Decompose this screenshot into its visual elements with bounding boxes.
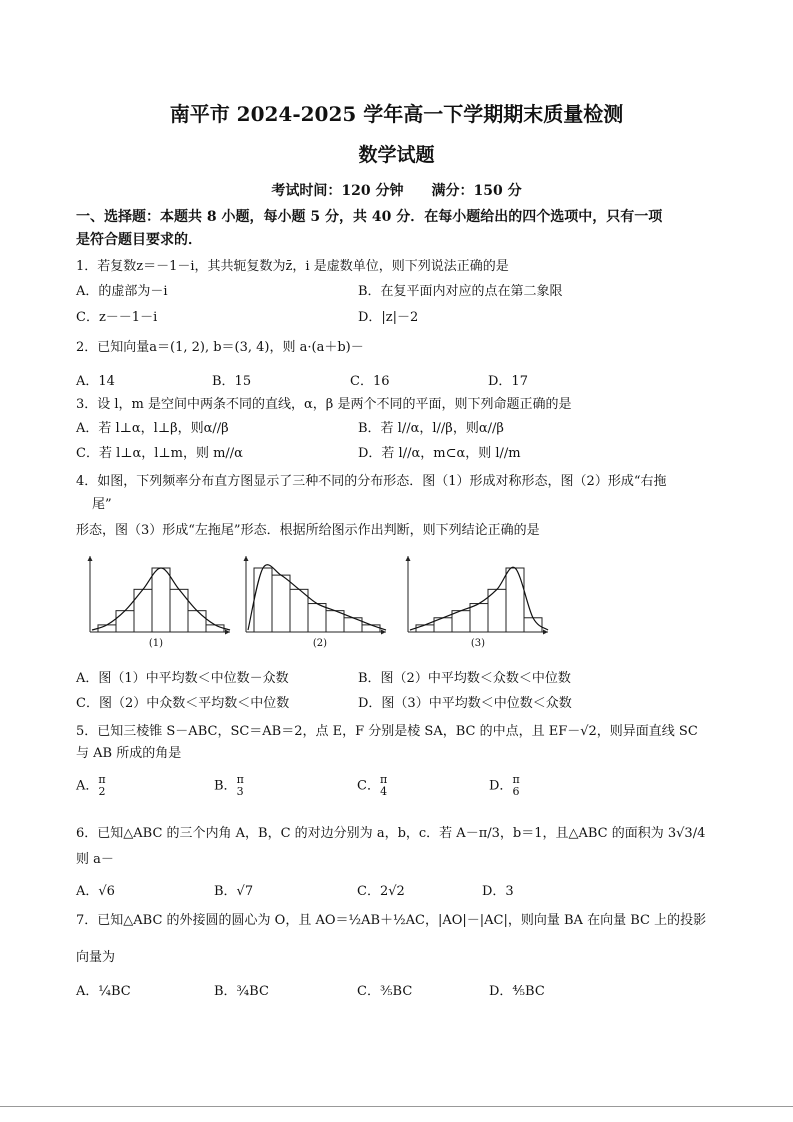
histogram-1-label: (1) — [148, 638, 164, 649]
density-curve — [248, 565, 386, 630]
q1-option-c: C．z－－1－i — [76, 310, 158, 325]
histogram-bar — [326, 611, 344, 632]
q7-option-a: A．¼BC — [76, 984, 131, 999]
q5-option-a-numerator: π — [98, 773, 106, 786]
q2-option-d: D．17 — [488, 374, 528, 389]
q5-option-d-denominator: 6 — [512, 785, 520, 799]
q6-option-c: C．2√2 — [357, 884, 405, 899]
q7-option-d: D．⅘BC — [489, 984, 545, 999]
q5-option-d-label: D． — [489, 778, 513, 794]
q5-option-a-denominator: 2 — [98, 785, 106, 799]
q5-option-c-label: C． — [357, 778, 380, 794]
q5-option-a-fraction — [98, 774, 105, 798]
histogram-bar — [416, 625, 434, 632]
histogram-2-plot — [240, 552, 390, 640]
q5-option-a-label: A． — [76, 778, 99, 794]
q5-option-d-fraction — [512, 774, 519, 798]
q1-stem: 1．若复数z＝－1－i，其共轭复数为z̄，i 是虚数单位，则下列说法正确的是 — [76, 259, 509, 274]
q1-option-a: A．的虚部为－i — [76, 284, 168, 299]
y-axis-arrow-icon — [244, 556, 249, 561]
histogram-bar — [272, 575, 290, 632]
q5-stem-line2: 与 AB 所成的角是 — [76, 746, 182, 761]
q2-option-c: C．16 — [350, 374, 390, 389]
histogram-3 — [402, 552, 552, 649]
q5-option-c-numerator: π — [379, 773, 388, 786]
q5-option-c-denominator: 4 — [380, 785, 388, 799]
q4-stem-line3: 形态，图（3）形成“左拖尾”形态．根据所给图示作出判断，则下列结论正确的是 — [76, 523, 540, 538]
histogram-figures — [84, 552, 544, 652]
x-axis-arrow-icon — [543, 630, 548, 635]
q5-stem-line1: 5．已知三棱锥 S－ABC，SC＝AB＝2，点 E，F 分别是棱 SA，BC 的中点，且 EF－√2，则异面直线 SC — [76, 724, 698, 739]
histogram-bar — [308, 604, 326, 632]
histogram-bar — [206, 625, 224, 632]
q4-option-c: C．图（2）中众数＜平均数＜中位数 — [76, 696, 290, 711]
histogram-bar — [452, 611, 470, 632]
histogram-1 — [84, 552, 234, 649]
page-subtitle: 数学试题 — [358, 144, 435, 166]
q5-option-d-numerator: π — [512, 773, 520, 786]
q3-option-b: B．若 l//α，l//β，则α//β — [358, 421, 504, 436]
q2-stem: 2．已知向量a＝(1, 2), b＝(3, 4)，则 a·(a＋b)－ — [76, 340, 364, 355]
histogram-bar — [506, 568, 524, 632]
q7-stem-line2: 向量为 — [76, 950, 116, 965]
histogram-bar — [98, 625, 116, 632]
q6-option-d: D．3 — [482, 884, 514, 899]
q4-stem-line2: 尾” — [92, 497, 112, 512]
q5-option-b-denominator: 3 — [236, 785, 244, 799]
q3-option-c: C．若 l⊥α，l⊥m，则 m//α — [76, 446, 243, 461]
histogram-2 — [240, 552, 390, 649]
q6-stem-line2: 则 a－ — [76, 852, 114, 867]
page-title: 南平市 2024-2025 学年高一下学期期末质量检测 — [169, 102, 624, 126]
q5-option-b-numerator: π — [236, 773, 244, 786]
q6-stem-line1: 6．已知△ABC 的三个内角 A，B，C 的对边分别为 a，b，c．若 A－π/3，b＝1，且△ABC 的面积为 3√3/4 — [76, 826, 706, 841]
y-axis-arrow-icon — [406, 556, 411, 561]
histogram-bar — [170, 589, 188, 632]
histogram-2-label: (2) — [312, 638, 328, 649]
density-curve — [92, 568, 230, 630]
q7-option-b: B．¾BC — [214, 984, 269, 999]
histogram-bar — [254, 568, 272, 632]
q5-option-c-fraction — [380, 774, 387, 798]
histogram-bar — [470, 604, 488, 632]
q4-option-a: A．图（1）中平均数＜中位数－众数 — [76, 671, 289, 686]
q6-option-b: B．√7 — [214, 884, 254, 899]
q7-stem-line1: 7．已知△ABC 的外接圆的圆心为 O，且 AO＝½AB＋½AC，|AO|－|AC|，则向量 BA 在向量 BC 上的投影 — [76, 913, 707, 928]
q5-option-b-label: B． — [214, 778, 237, 794]
y-axis-arrow-icon — [88, 556, 93, 561]
section1-instructions-line2: 是符合题目要求的． — [76, 232, 202, 248]
exam-meta: 考试时间：120 分钟 满分：150 分 — [271, 183, 522, 199]
q6-option-a: A．√6 — [76, 884, 115, 899]
q5-option-c — [357, 774, 387, 798]
q2-option-b: B．15 — [212, 374, 252, 389]
histogram-bar — [362, 625, 380, 632]
q5-option-a — [76, 774, 106, 798]
histogram-bar — [188, 611, 206, 632]
q3-stem: 3．设 l，m 是空间中两条不同的直线，α，β 是两个不同的平面，则下列命题正确的是 — [76, 397, 572, 412]
section1-instructions-line1: 一、选择题：本题共 8 小题，每小题 5 分，共 40 分．在每小题给出的四个选项中，只有一项 — [76, 209, 663, 225]
density-curve — [410, 567, 548, 630]
q3-option-a: A．若 l⊥α，l⊥β，则α//β — [76, 421, 229, 436]
q1-option-d: D．|z|－2 — [358, 310, 419, 325]
page-bottom-rule — [0, 1106, 793, 1107]
q3-option-d: D．若 l//α，m⊂α，则 l//m — [358, 446, 521, 461]
q5-option-d — [489, 774, 520, 798]
q4-option-b: B．图（2）中平均数＜众数＜中位数 — [358, 671, 571, 686]
histogram-1-plot — [84, 552, 234, 640]
histogram-bar — [290, 589, 308, 632]
histogram-bar — [134, 589, 152, 632]
histogram-3-label: (3) — [470, 638, 486, 649]
q1-option-b: B．在复平面内对应的点在第二象限 — [358, 284, 563, 299]
histogram-bar — [116, 611, 134, 632]
histogram-3-plot — [402, 552, 552, 640]
histogram-bar — [152, 568, 170, 632]
q7-option-c: C．⅗BC — [357, 984, 413, 999]
q4-option-d: D．图（3）中平均数＜中位数＜众数 — [358, 696, 572, 711]
q5-option-b — [214, 774, 244, 798]
q5-option-b-fraction — [237, 774, 244, 798]
q2-option-a: A．14 — [76, 374, 115, 389]
q4-stem-line1: 4．如图，下列频率分布直方图显示了三种不同的分布形态．图（1）形成对称形态，图（2）形成“右拖 — [76, 474, 667, 489]
